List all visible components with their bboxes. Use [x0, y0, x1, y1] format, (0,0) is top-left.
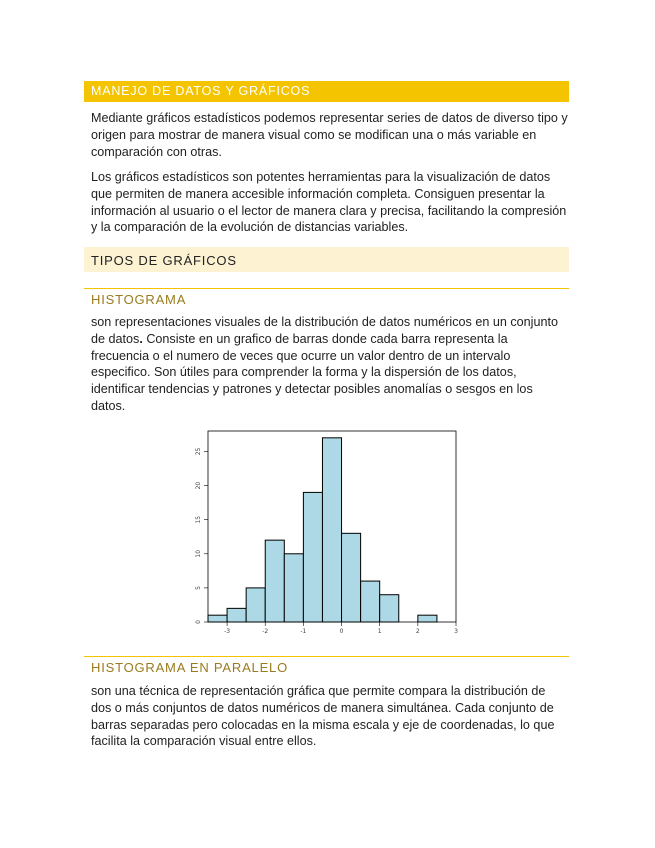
y-tick-label: 20: [195, 481, 202, 490]
y-tick-label: 25: [195, 447, 202, 456]
x-tick-label: 0: [339, 628, 344, 635]
histogram-text-a: son representaciones visuales de la distribución de datos numéricos en un conjunto de datos: [91, 315, 558, 346]
x-tick-label: -3: [224, 628, 231, 635]
histogram-bar: [361, 581, 380, 622]
histogram-bar: [284, 554, 303, 622]
x-tick-label: -2: [262, 628, 269, 635]
histogram-bar: [208, 615, 227, 622]
section-header-manejo: MANEJO DE DATOS Y GRÁFICOS: [84, 81, 569, 102]
intro-paragraph-2: Los gráficos estadísticos son potentes herramientas para la visualización de datos que permiten de manera accesible información completa. Consiguen presentar la información al usuario o el lector de manera clara y precisa, facilitando la compresión y la comparación de la evolución de distancias variables.: [91, 170, 567, 235]
section-header-tipos: TIPOS DE GRÁFICOS: [84, 247, 569, 272]
plot-area: [195, 431, 458, 635]
histogram-title: HISTOGRAMA: [84, 288, 569, 307]
histogram-bar: [322, 438, 341, 622]
y-tick-label: 15: [195, 515, 202, 524]
histogram-bar: [342, 533, 361, 622]
histogram-chart: [190, 428, 470, 638]
y-tick-label: 10: [195, 549, 202, 558]
histogram-bar: [303, 492, 322, 622]
histogram-bar: [246, 588, 265, 622]
histogram-bar: [265, 540, 284, 622]
parallel-histogram-title: HISTOGRAMA EN PARALELO: [84, 656, 569, 675]
x-tick-label: 1: [377, 628, 382, 635]
x-tick-label: -1: [300, 628, 307, 635]
histogram-bar: [418, 615, 437, 622]
x-tick-label: 3: [454, 628, 458, 635]
y-tick-label: 5: [195, 585, 202, 590]
histogram-text-dot: .: [139, 331, 143, 346]
histogram-paragraph: [91, 314, 569, 415]
histogram-text-b: Consiste en un grafico de barras donde cada barra representa la frecuencia o el numero de veces que ocurre un valor dentro de un intervalo especifico. Son útiles para comprender la forma y la dispersión de los datos, identificar tendencias y patrones y detectar posibles anomalías o sesgos en los datos.: [91, 331, 533, 413]
x-tick-label: 2: [415, 628, 420, 635]
y-tick-label: 0: [195, 620, 202, 624]
histogram-bar: [380, 595, 399, 622]
intro-paragraph-1: Mediante gráficos estadísticos podemos representar series de datos de diverso tipo y origen para mostrar de manera visual como se modifican una o más variable en comparación con otras.: [91, 111, 568, 159]
parallel-histogram-paragraph: son una técnica de representación gráfica que permite compara la distribución de dos o más conjuntos de datos numéricos de manera simultánea. Cada conjunto de barras separadas pero colocadas en la misma escala y eje de coordenadas, lo que facilita la comparación visual entre ellos.: [91, 684, 555, 749]
histogram-bar: [227, 608, 246, 622]
